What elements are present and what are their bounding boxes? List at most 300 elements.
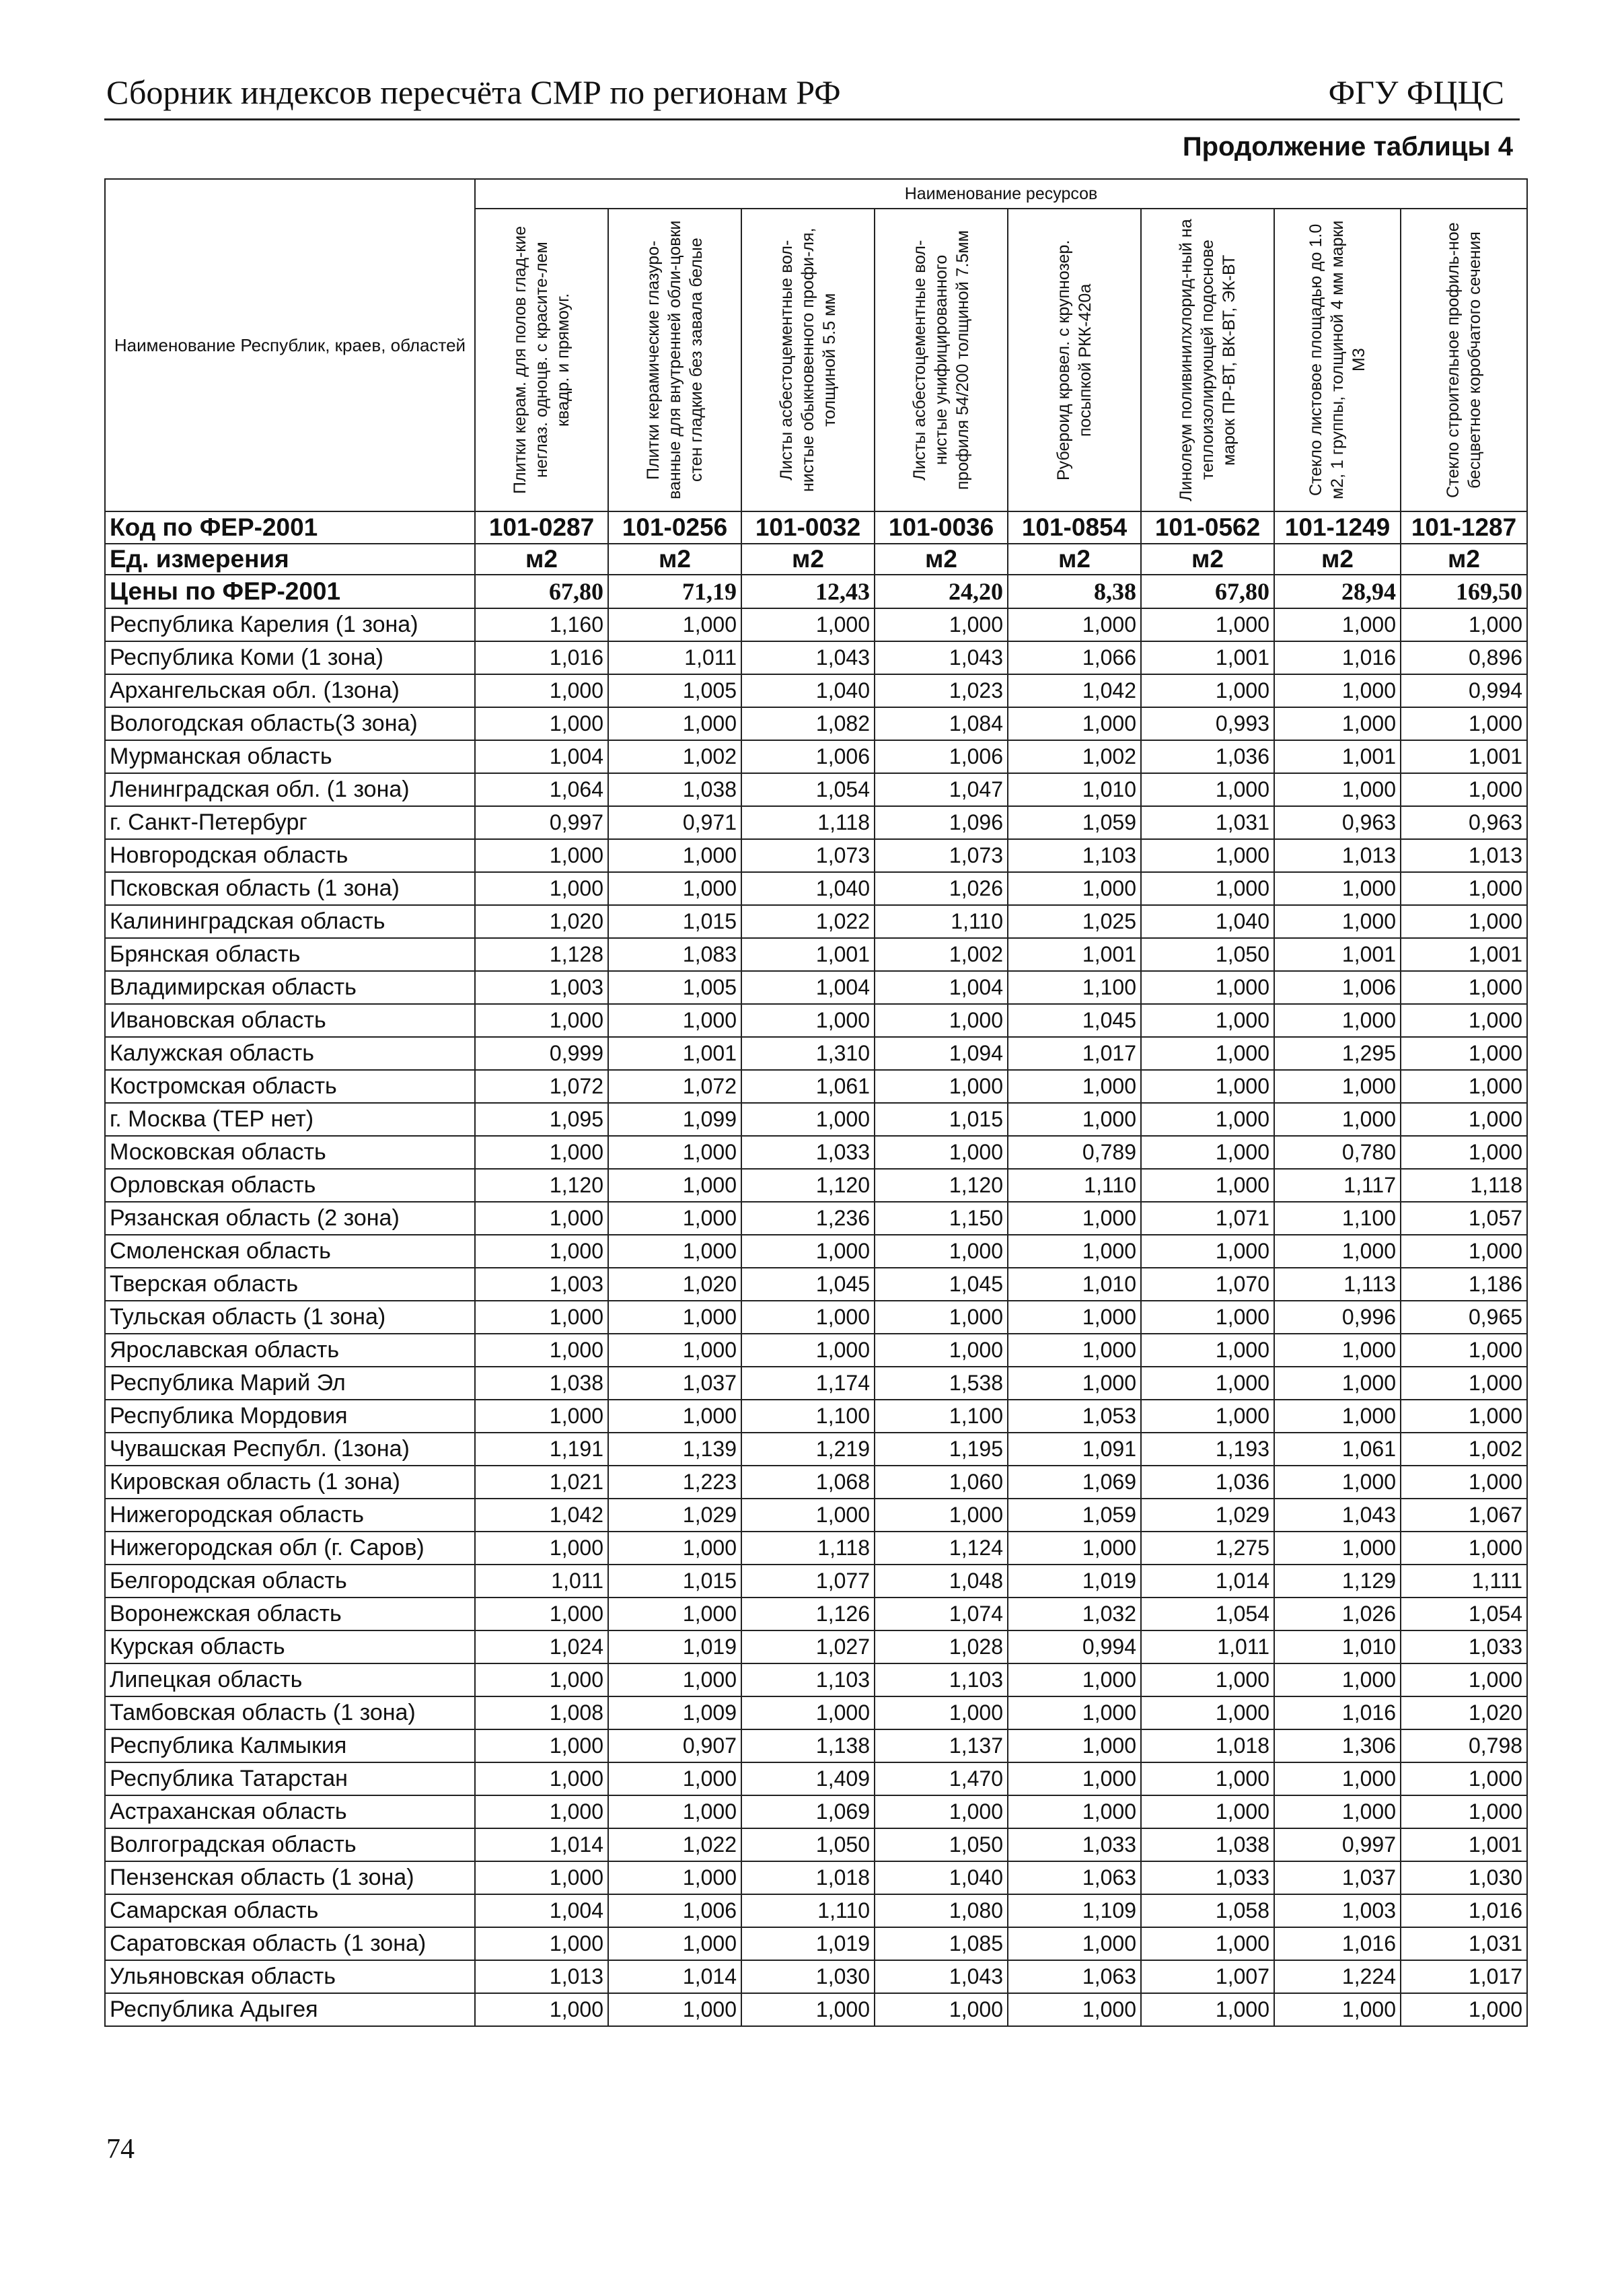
region-name: Тверская область — [105, 1268, 475, 1301]
index-value: 1,000 — [608, 1004, 741, 1037]
index-value: 1,000 — [741, 1004, 875, 1037]
index-value: 1,126 — [741, 1598, 875, 1630]
index-value: 1,031 — [1401, 1927, 1527, 1960]
index-value: 1,000 — [1401, 1004, 1527, 1037]
index-value: 1,033 — [741, 1136, 875, 1169]
index-value: 1,109 — [1008, 1894, 1141, 1927]
index-value: 1,000 — [1141, 1993, 1274, 2026]
index-value: 1,096 — [875, 806, 1008, 839]
resource-column-header — [1008, 209, 1141, 511]
index-value: 1,000 — [1141, 1927, 1274, 1960]
index-value: 1,000 — [1008, 1367, 1141, 1400]
index-value: 1,037 — [608, 1367, 741, 1400]
index-value: 1,037 — [1274, 1861, 1401, 1894]
index-value: 1,000 — [475, 1301, 608, 1334]
index-value: 1,000 — [875, 1136, 1008, 1169]
index-value: 0,963 — [1274, 806, 1401, 839]
index-value: 1,036 — [1141, 740, 1274, 773]
index-value: 1,000 — [1008, 608, 1141, 641]
index-value: 1,019 — [608, 1630, 741, 1663]
index-value: 1,000 — [1274, 1367, 1401, 1400]
resource-column-header — [608, 209, 741, 511]
resource-column-header — [1141, 209, 1274, 511]
index-value: 1,010 — [1008, 773, 1141, 806]
index-value: 0,999 — [475, 1037, 608, 1070]
region-name: Кировская область (1 зона) — [105, 1466, 475, 1499]
index-value: 1,000 — [1401, 1762, 1527, 1795]
unit-cell: м2 — [875, 544, 1008, 575]
index-value: 1,066 — [1008, 641, 1141, 674]
index-value: 1,038 — [1141, 1828, 1274, 1861]
fer-code-cell: 101-0562 — [1141, 511, 1274, 544]
region-name: Ленинградская обл. (1 зона) — [105, 773, 475, 806]
index-value: 0,997 — [475, 806, 608, 839]
index-value: 1,275 — [1141, 1532, 1274, 1565]
resource-name: Линолеум поливинилхлорид-ный на теплоизолирующей подоснове марок ПР-ВТ, ВК-ВТ, ЭК-ВТ — [1177, 219, 1239, 501]
index-value: 1,118 — [1401, 1169, 1527, 1202]
region-name: Ульяновская область — [105, 1960, 475, 1993]
index-value: 1,000 — [475, 1762, 608, 1795]
index-value: 1,000 — [1141, 1663, 1274, 1696]
index-value: 1,022 — [608, 1828, 741, 1861]
region-name: Архангельская обл. (1зона) — [105, 674, 475, 707]
index-value: 1,011 — [608, 641, 741, 674]
index-value: 1,124 — [875, 1532, 1008, 1565]
index-value: 1,017 — [1401, 1960, 1527, 1993]
index-value: 1,000 — [1274, 1070, 1401, 1103]
index-value: 1,000 — [1274, 905, 1401, 938]
index-value: 1,195 — [875, 1433, 1008, 1466]
index-value: 1,000 — [1141, 1103, 1274, 1136]
index-value: 1,015 — [608, 1565, 741, 1598]
index-value: 1,063 — [1008, 1960, 1141, 1993]
index-value: 1,538 — [875, 1367, 1008, 1400]
index-value: 1,103 — [875, 1663, 1008, 1696]
index-value: 1,000 — [1008, 1927, 1141, 1960]
index-value: 1,120 — [741, 1169, 875, 1202]
index-table — [104, 178, 1528, 2027]
index-value: 1,013 — [475, 1960, 608, 1993]
index-value: 1,000 — [1401, 1334, 1527, 1367]
index-value: 1,160 — [475, 608, 608, 641]
index-value: 1,000 — [608, 1532, 741, 1565]
index-value: 1,000 — [1008, 1696, 1141, 1729]
index-value: 1,000 — [608, 1334, 741, 1367]
resource-name: Листы асбестоцементные вол-нистые унифицированного профиля 54/200 толщиной 7.5мм — [910, 230, 972, 490]
index-value: 1,014 — [475, 1828, 608, 1861]
price-cell: 169,50 — [1401, 575, 1527, 608]
index-value: 1,099 — [608, 1103, 741, 1136]
index-value: 1,033 — [1141, 1861, 1274, 1894]
resources-header: Наименование ресурсов — [475, 179, 1527, 209]
region-name: Тамбовская область (1 зона) — [105, 1696, 475, 1729]
index-value: 1,000 — [741, 1235, 875, 1268]
region-name: Калужская область — [105, 1037, 475, 1070]
index-value: 1,223 — [608, 1466, 741, 1499]
index-value: 1,000 — [1008, 1235, 1141, 1268]
table-row — [105, 707, 1527, 740]
unit-cell: м2 — [475, 544, 608, 575]
index-value: 1,000 — [1401, 1400, 1527, 1433]
index-value: 1,000 — [1141, 1696, 1274, 1729]
index-value: 1,000 — [1008, 1532, 1141, 1565]
index-value: 1,000 — [1274, 1762, 1401, 1795]
index-value: 1,059 — [1008, 806, 1141, 839]
index-value: 1,007 — [1141, 1960, 1274, 1993]
index-value: 1,000 — [875, 1993, 1008, 2026]
index-value: 1,000 — [1141, 608, 1274, 641]
index-value: 1,014 — [1141, 1565, 1274, 1598]
index-value: 1,030 — [741, 1960, 875, 1993]
index-value: 1,138 — [741, 1729, 875, 1762]
index-value: 1,000 — [741, 1301, 875, 1334]
region-name: Вологодская область(3 зона) — [105, 707, 475, 740]
index-value: 0,965 — [1401, 1301, 1527, 1334]
fer-code-cell: 101-0032 — [741, 511, 875, 544]
index-value: 1,000 — [608, 1993, 741, 2026]
index-value: 1,000 — [1008, 1795, 1141, 1828]
index-value: 1,018 — [1141, 1729, 1274, 1762]
index-value: 1,120 — [475, 1169, 608, 1202]
index-value: 1,000 — [475, 839, 608, 872]
index-value: 1,000 — [875, 1235, 1008, 1268]
index-value: 0,907 — [608, 1729, 741, 1762]
index-value: 1,100 — [1274, 1202, 1401, 1235]
index-value: 1,003 — [475, 971, 608, 1004]
index-value: 1,016 — [1274, 1927, 1401, 1960]
index-value: 1,058 — [1141, 1894, 1274, 1927]
index-value: 1,043 — [741, 641, 875, 674]
table-row — [105, 1894, 1527, 1927]
table-row — [105, 1334, 1527, 1367]
index-value: 1,000 — [875, 1499, 1008, 1532]
index-value: 0,789 — [1008, 1136, 1141, 1169]
region-name: Нижегородская обл (г. Саров) — [105, 1532, 475, 1565]
index-value: 1,003 — [475, 1268, 608, 1301]
index-value: 1,000 — [475, 1202, 608, 1235]
index-value: 1,009 — [608, 1696, 741, 1729]
table-row — [105, 1202, 1527, 1235]
index-value: 1,000 — [1141, 1169, 1274, 1202]
table-row — [105, 1268, 1527, 1301]
index-value: 1,072 — [608, 1070, 741, 1103]
table-row — [105, 1663, 1527, 1696]
index-value: 1,000 — [1274, 1004, 1401, 1037]
region-name: Московская область — [105, 1136, 475, 1169]
index-value: 1,020 — [1401, 1696, 1527, 1729]
index-value: 1,000 — [875, 1004, 1008, 1037]
index-value: 1,000 — [741, 1696, 875, 1729]
index-value: 1,074 — [875, 1598, 1008, 1630]
index-value: 1,026 — [1274, 1598, 1401, 1630]
index-value: 1,054 — [741, 773, 875, 806]
index-value: 1,000 — [1274, 1235, 1401, 1268]
index-value: 1,174 — [741, 1367, 875, 1400]
region-name: Курская область — [105, 1630, 475, 1663]
fer-code-cell: 101-0256 — [608, 511, 741, 544]
index-value: 1,021 — [475, 1466, 608, 1499]
index-value: 1,045 — [875, 1268, 1008, 1301]
unit-label: Ед. измерения — [105, 544, 475, 575]
index-value: 1,000 — [1008, 1729, 1141, 1762]
region-name: Республика Коми (1 зона) — [105, 641, 475, 674]
index-value: 1,000 — [475, 1532, 608, 1565]
index-value: 1,069 — [1008, 1466, 1141, 1499]
region-name: Мурманская область — [105, 740, 475, 773]
index-value: 1,000 — [475, 1235, 608, 1268]
index-value: 1,016 — [1274, 641, 1401, 674]
resource-column-header — [741, 209, 875, 511]
index-value: 1,000 — [608, 1861, 741, 1894]
table-row — [105, 806, 1527, 839]
index-value: 1,193 — [1141, 1433, 1274, 1466]
index-value: 1,020 — [475, 905, 608, 938]
index-value: 1,000 — [1401, 1663, 1527, 1696]
fer-code-cell: 101-1249 — [1274, 511, 1401, 544]
index-value: 1,050 — [875, 1828, 1008, 1861]
document-title: Сборник индексов пересчёта СМР по регионам РФ — [106, 73, 841, 111]
table-row — [105, 1301, 1527, 1334]
index-value: 1,033 — [1008, 1828, 1141, 1861]
index-value: 1,000 — [475, 1663, 608, 1696]
region-name: Республика Татарстан — [105, 1762, 475, 1795]
resource-column-header — [875, 209, 1008, 511]
resource-column-header — [475, 209, 608, 511]
index-value: 1,023 — [875, 674, 1008, 707]
region-name: Костромская область — [105, 1070, 475, 1103]
index-value: 1,057 — [1401, 1202, 1527, 1235]
index-value: 1,020 — [608, 1268, 741, 1301]
index-value: 1,043 — [875, 1960, 1008, 1993]
index-value: 1,095 — [475, 1103, 608, 1136]
index-value: 1,025 — [1008, 905, 1141, 938]
index-value: 1,103 — [1008, 839, 1141, 872]
table-row — [105, 1630, 1527, 1663]
table-row — [105, 641, 1527, 674]
index-value: 1,000 — [1401, 1103, 1527, 1136]
index-value: 1,013 — [1401, 839, 1527, 872]
index-value: 1,002 — [1008, 740, 1141, 773]
index-value: 1,004 — [875, 971, 1008, 1004]
region-name: г. Москва (ТЕР нет) — [105, 1103, 475, 1136]
index-value: 1,110 — [741, 1894, 875, 1927]
index-value: 1,000 — [1274, 1993, 1401, 2026]
table-row — [105, 1169, 1527, 1202]
index-value: 1,000 — [1141, 1037, 1274, 1070]
index-value: 1,117 — [1274, 1169, 1401, 1202]
index-value: 1,006 — [741, 740, 875, 773]
organization-name: ФГУ ФЦЦС — [1328, 73, 1504, 111]
table-row — [105, 1565, 1527, 1598]
index-value: 1,028 — [875, 1630, 1008, 1663]
region-name: Ивановская область — [105, 1004, 475, 1037]
table-row — [105, 1136, 1527, 1169]
table-row — [105, 1729, 1527, 1762]
index-value: 1,001 — [1401, 1828, 1527, 1861]
index-value: 1,011 — [475, 1565, 608, 1598]
index-value: 1,008 — [475, 1696, 608, 1729]
index-value: 1,082 — [741, 707, 875, 740]
index-value: 1,000 — [1401, 1235, 1527, 1268]
index-value: 1,111 — [1401, 1565, 1527, 1598]
index-value: 1,040 — [875, 1861, 1008, 1894]
resource-column-header — [1401, 209, 1527, 511]
index-value: 1,128 — [475, 938, 608, 971]
table-row — [105, 1466, 1527, 1499]
index-value: 1,026 — [875, 872, 1008, 905]
index-value: 1,113 — [1274, 1268, 1401, 1301]
index-value: 1,103 — [741, 1663, 875, 1696]
index-value: 1,000 — [1008, 707, 1141, 740]
code-label: Код по ФЕР-2001 — [105, 511, 475, 544]
index-value: 1,000 — [741, 1103, 875, 1136]
index-value: 1,030 — [1401, 1861, 1527, 1894]
index-value: 1,045 — [741, 1268, 875, 1301]
index-value: 1,059 — [1008, 1499, 1141, 1532]
region-name: Псковская область (1 зона) — [105, 872, 475, 905]
region-name: Волгоградская область — [105, 1828, 475, 1861]
index-value: 0,971 — [608, 806, 741, 839]
index-value: 1,080 — [875, 1894, 1008, 1927]
index-value: 1,043 — [1274, 1499, 1401, 1532]
index-value: 1,000 — [1008, 1202, 1141, 1235]
index-value: 1,001 — [1274, 938, 1401, 971]
index-value: 1,032 — [1008, 1598, 1141, 1630]
index-value: 1,000 — [1401, 1136, 1527, 1169]
index-value: 1,050 — [1141, 938, 1274, 971]
index-value: 1,409 — [741, 1762, 875, 1795]
index-value: 1,000 — [1274, 608, 1401, 641]
region-name: Астраханская область — [105, 1795, 475, 1828]
region-name: Республика Мордовия — [105, 1400, 475, 1433]
region-name: Орловская область — [105, 1169, 475, 1202]
index-value: 1,000 — [1274, 872, 1401, 905]
index-value: 1,016 — [475, 641, 608, 674]
index-value: 1,000 — [1008, 1334, 1141, 1367]
index-value: 1,084 — [875, 707, 1008, 740]
region-name: Новгородская область — [105, 839, 475, 872]
index-value: 1,000 — [741, 608, 875, 641]
region-name: Республика Марий Эл — [105, 1367, 475, 1400]
index-value: 1,000 — [1401, 1070, 1527, 1103]
index-value: 1,000 — [741, 1993, 875, 2026]
index-value: 1,064 — [475, 773, 608, 806]
index-value: 1,001 — [608, 1037, 741, 1070]
index-value: 1,094 — [875, 1037, 1008, 1070]
index-value: 1,000 — [475, 674, 608, 707]
index-value: 1,000 — [608, 1400, 741, 1433]
index-value: 1,006 — [608, 1894, 741, 1927]
index-value: 1,053 — [1008, 1400, 1141, 1433]
index-value: 1,000 — [1401, 707, 1527, 740]
region-name: г. Санкт-Петербург — [105, 806, 475, 839]
region-name: Липецкая область — [105, 1663, 475, 1696]
page-number: 74 — [106, 2134, 135, 2165]
unit-cell: м2 — [608, 544, 741, 575]
index-value: 1,048 — [875, 1565, 1008, 1598]
index-value: 1,014 — [608, 1960, 741, 1993]
index-value: 1,000 — [1401, 905, 1527, 938]
resource-name: Рубероид кровел. с крупнозер. посыпкой РКК-420а — [1054, 240, 1095, 480]
table-row — [105, 740, 1527, 773]
index-value: 1,000 — [475, 707, 608, 740]
index-value: 1,000 — [475, 1004, 608, 1037]
index-value: 1,001 — [1274, 740, 1401, 773]
index-value: 1,000 — [608, 872, 741, 905]
resource-name: Плитки керамические глазуро-ванные для внутренней обли-цовки стен гладкие без завала белые — [644, 220, 706, 500]
index-value: 1,000 — [1008, 872, 1141, 905]
region-name: Воронежская область — [105, 1598, 475, 1630]
unit-cell: м2 — [1274, 544, 1401, 575]
index-value: 1,060 — [875, 1466, 1008, 1499]
index-value: 1,150 — [875, 1202, 1008, 1235]
index-value: 1,110 — [875, 905, 1008, 938]
region-name: Республика Калмыкия — [105, 1729, 475, 1762]
index-value: 1,043 — [875, 641, 1008, 674]
price-cell: 12,43 — [741, 575, 875, 608]
index-value: 1,000 — [1141, 1070, 1274, 1103]
index-value: 1,002 — [875, 938, 1008, 971]
index-value: 1,040 — [741, 674, 875, 707]
table-row — [105, 1598, 1527, 1630]
index-value: 1,015 — [875, 1103, 1008, 1136]
price-cell: 71,19 — [608, 575, 741, 608]
index-value: 1,000 — [875, 1795, 1008, 1828]
index-value: 1,010 — [1274, 1630, 1401, 1663]
index-value: 1,001 — [741, 938, 875, 971]
resource-name: Стекло листовое площадью до 1.0 м2, 1 группы, толщиной 4 мм марки М3 — [1306, 220, 1368, 500]
region-name: Ярославская область — [105, 1334, 475, 1367]
index-value: 1,236 — [741, 1202, 875, 1235]
index-value: 1,015 — [608, 905, 741, 938]
index-value: 1,000 — [1141, 1136, 1274, 1169]
table-row — [105, 1235, 1527, 1268]
price-cell: 67,80 — [1141, 575, 1274, 608]
index-value: 1,000 — [1141, 674, 1274, 707]
index-value: 1,036 — [1141, 1466, 1274, 1499]
index-value: 1,000 — [475, 872, 608, 905]
index-value: 1,031 — [1141, 806, 1274, 839]
index-value: 1,000 — [1141, 1004, 1274, 1037]
index-value: 1,000 — [1274, 1663, 1401, 1696]
index-value: 1,042 — [1008, 674, 1141, 707]
index-value: 1,000 — [741, 1334, 875, 1367]
index-value: 1,000 — [475, 1136, 608, 1169]
index-value: 1,000 — [608, 1795, 741, 1828]
index-value: 1,069 — [741, 1795, 875, 1828]
index-value: 1,004 — [475, 1894, 608, 1927]
index-value: 1,000 — [608, 1301, 741, 1334]
index-value: 1,004 — [475, 740, 608, 773]
table-row — [105, 905, 1527, 938]
index-value: 1,068 — [741, 1466, 875, 1499]
index-value: 1,018 — [741, 1861, 875, 1894]
index-value: 1,110 — [1008, 1169, 1141, 1202]
resource-name: Листы асбестоцементные вол-нистые обыкновенного профи-ля, толщиной 5.5 мм — [777, 227, 839, 493]
index-value: 1,006 — [1274, 971, 1401, 1004]
index-value: 1,027 — [741, 1630, 875, 1663]
index-value: 1,310 — [741, 1037, 875, 1070]
index-value: 1,050 — [741, 1828, 875, 1861]
index-value: 1,000 — [608, 1663, 741, 1696]
index-value: 1,000 — [608, 1235, 741, 1268]
table-row — [105, 1532, 1527, 1565]
index-value: 1,040 — [1141, 905, 1274, 938]
region-name: Республика Адыгея — [105, 1993, 475, 2026]
index-value: 1,000 — [475, 1927, 608, 1960]
region-name: Чувашская Республ. (1зона) — [105, 1433, 475, 1466]
index-value: 0,780 — [1274, 1136, 1401, 1169]
